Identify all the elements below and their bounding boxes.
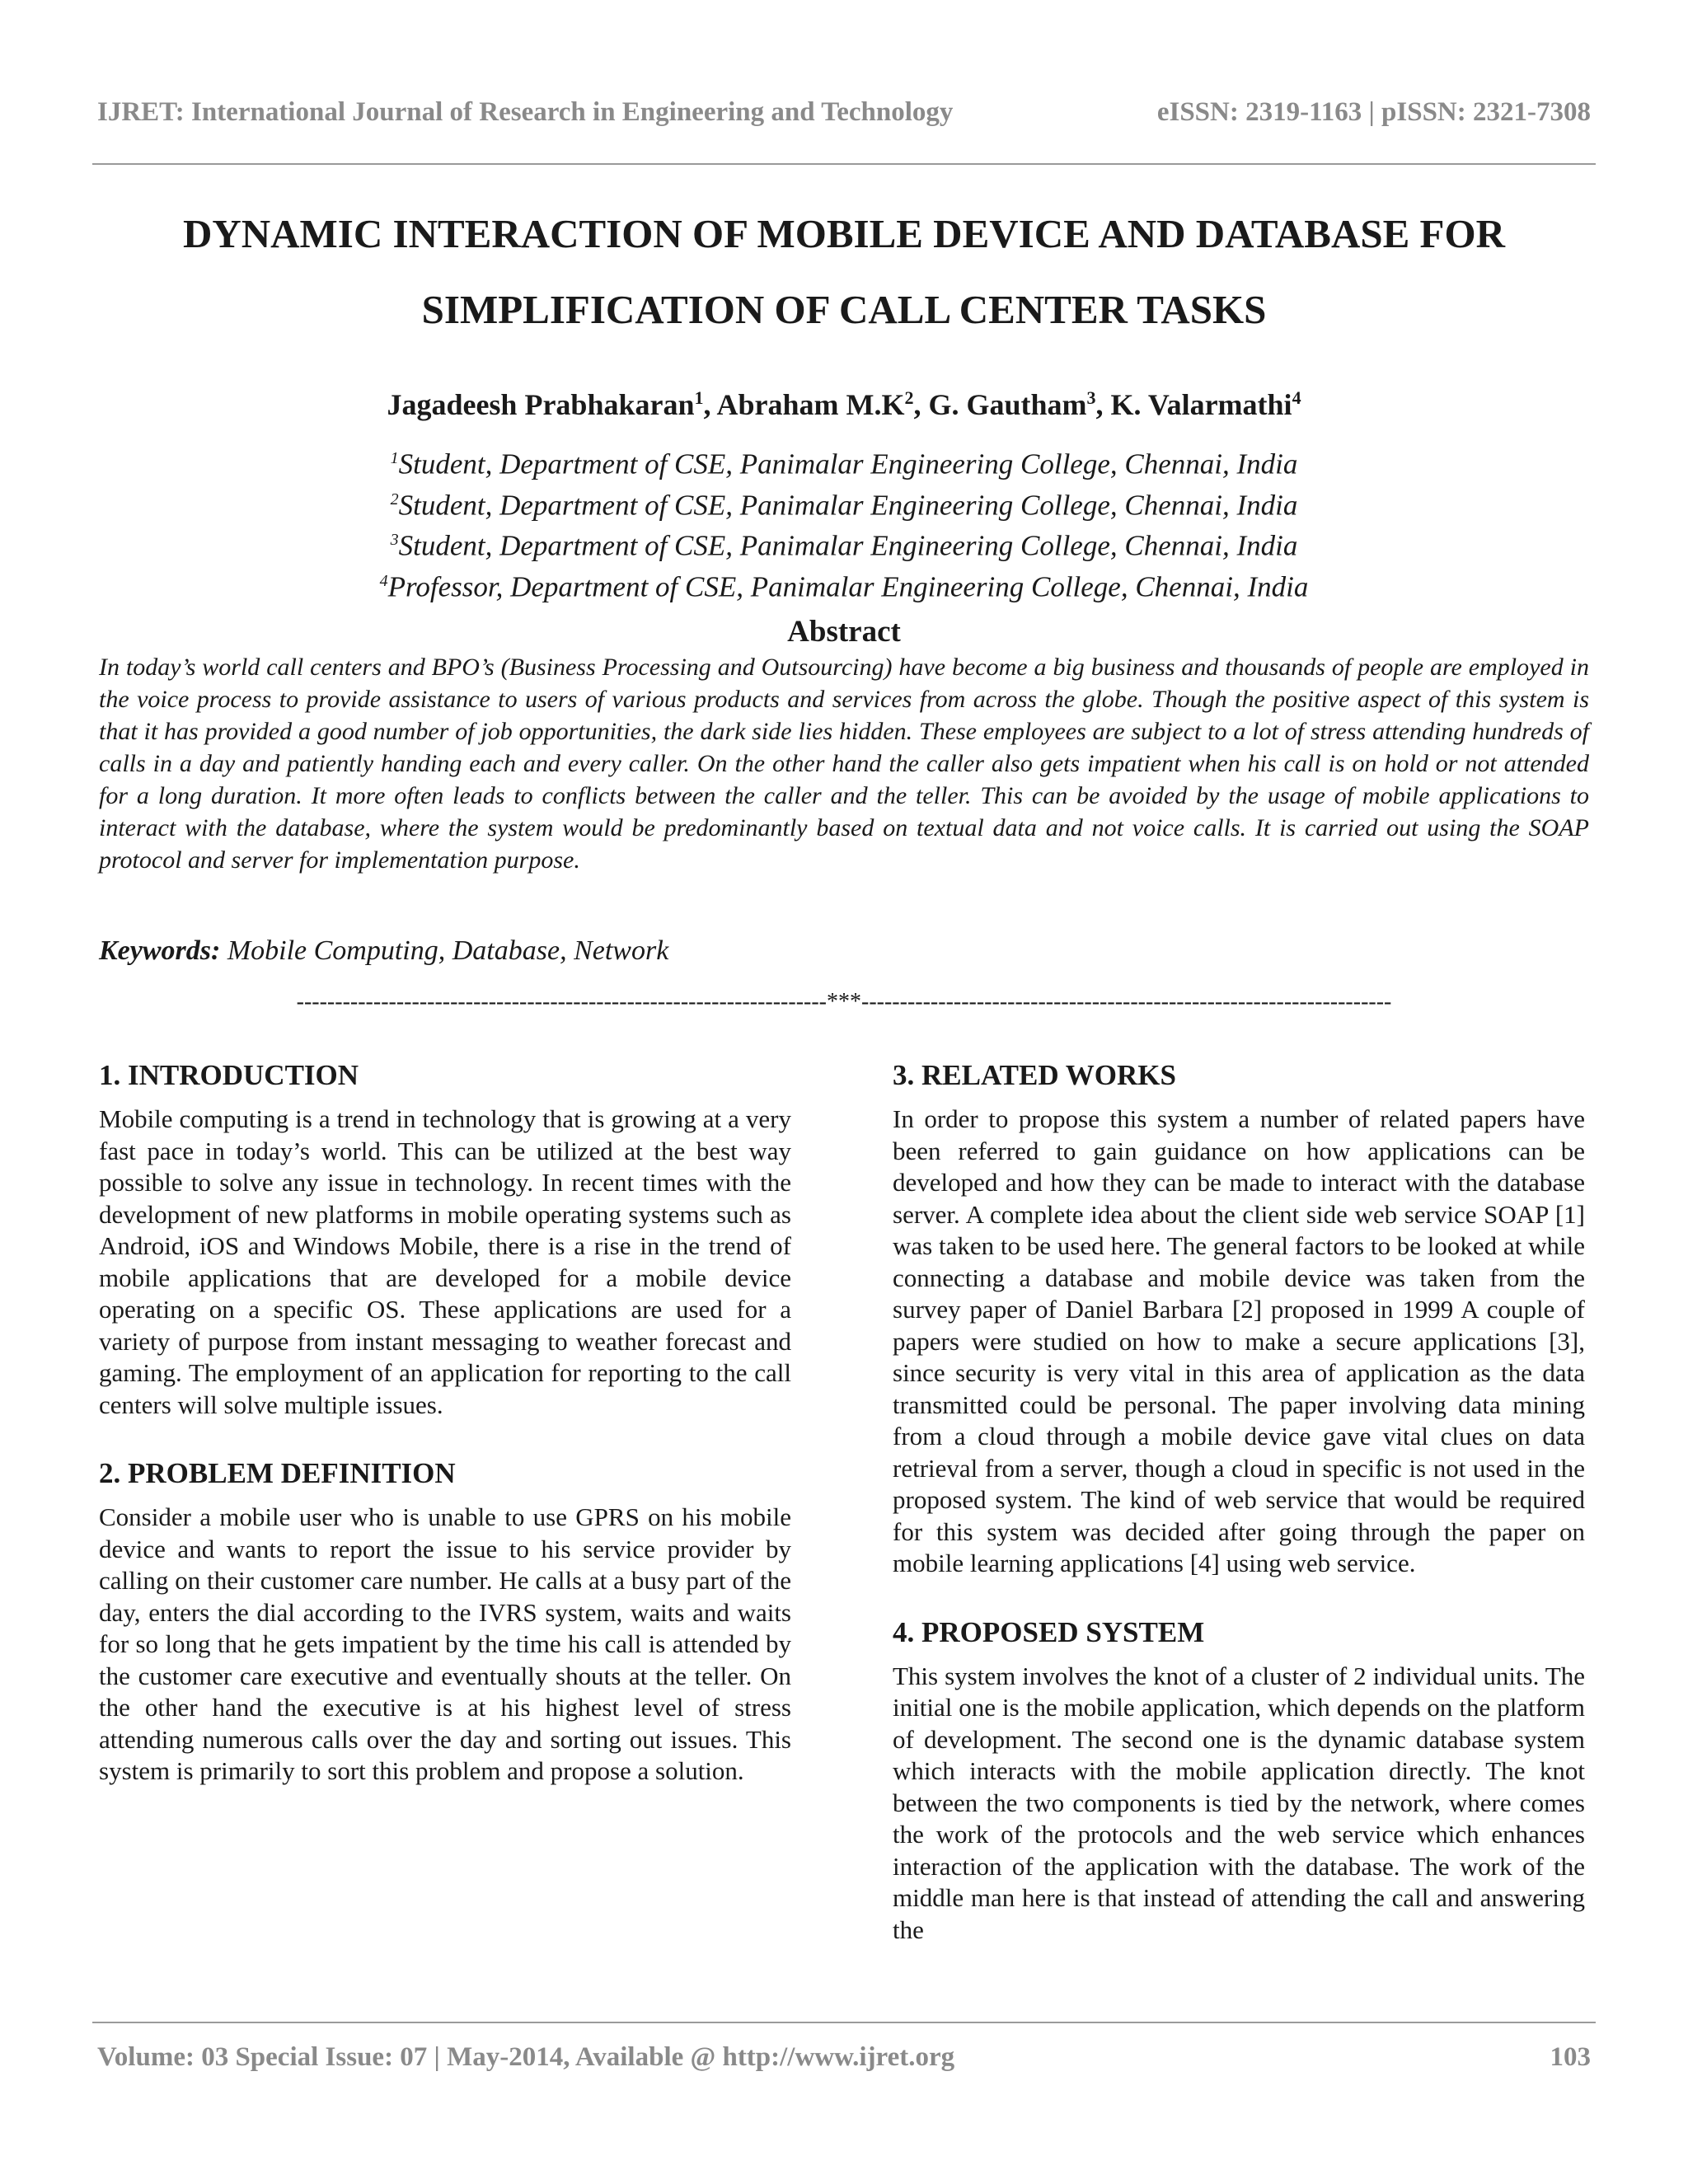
affiliation: [92, 441, 1596, 482]
section-body-introduction: Mobile computing is a trend in technology that is growing at a very fast pace in today’s world. This can be utilized at the best way possible to solve any issue in technology. In recent times with the development of new platforms in mobile operating systems such as Android, iOS and Windows Mobile, there is a rise in the trend of mobile applications that are developed for a mobile device operating on a specific OS. These applications are used for a variety of purpose from instant messaging to weather forecast and gaming. The employment of an application for reporting to the call centers will solve multiple issues.: [99, 1104, 791, 1419]
section-body-related: In order to propose this system a number of related papers have been referred to gain guidance on how applications can be developed and how they can be made to interact with the database server. A complete idea about the client side web service SOAP [1] was taken to be used here. The general factors to be looked at while connecting a database and mobile device was taken from the survey paper of Daniel Barbara [2] proposed in 1999 A couple of papers were studied on how to make a secure applications [3], since security is very vital in this area of application as the data transmitted could be personal. The paper involving data mining from a cloud through a mobile device gave vital clues on data retrieval from a server, though a cloud in specific is not used in the proposed system. The kind of web service that would be required for this system was decided after going through the paper on mobile learning applications [4] using web service.: [893, 1104, 1585, 1577]
keywords-label: Keywords:: [99, 935, 221, 966]
abstract-body: In today’s world call centers and BPO’s (Business Processing and Outsourcing) have become a big business and thousands of people are employed in the voice process to provide assistance to users of various products and services from across the globe. Though the positive aspect of this system is that it has provided a good number of job opportunities, the dark side lies hidden. These employees are subject to a lot of stress attending hundreds of calls in a day and patiently handing each and every caller. On the other hand the caller also gets impatient when his call is on hold or not attended for a long duration. It more often leads to conflicts between the caller and the teller. This can be avoided by the usage of mobile applications to interact with the database, where the system would be predominantly based on textual data and not voice calls. It is carried out using the SOAP protocol and server for implementation purpose.: [99, 654, 1589, 874]
section-heading-related: 3. RELATED WORKS: [893, 1059, 1176, 1091]
affiliation-sup: 2: [390, 490, 399, 509]
affiliation: [92, 564, 1596, 605]
section-separator: ---------------------------------------------------------------------***---------------------------------------------------------------------: [296, 989, 1392, 1015]
author-separator: ,: [703, 388, 717, 421]
author-name: K. Valarmathi: [1110, 388, 1292, 421]
footer-divider: [92, 2022, 1596, 2023]
section-heading-proposed: 4. PROPOSED SYSTEM: [893, 1615, 1205, 1648]
author-list: [92, 387, 1596, 422]
left-column: [99, 1059, 791, 1824]
keywords: [99, 935, 1589, 967]
footer-volume-info: Volume: 03 Special Issue: 07 | May-2014, Available @ http://www.ijret.org: [97, 2042, 955, 2072]
running-footer: [97, 2042, 1591, 2073]
author-separator: ,: [913, 388, 929, 421]
affiliation-list: [92, 441, 1596, 605]
page-number: 103: [1550, 2042, 1591, 2072]
affiliation-text: Professor, Department of CSE, Panimalar Engineering College, Chennai, India: [387, 570, 1309, 603]
section-heading-problem: 2. PROBLEM DEFINITION: [99, 1457, 456, 1489]
paper-title: [92, 196, 1596, 348]
affiliation-text: Student, Department of CSE, Panimalar Engineering College, Chennai, India: [398, 489, 1298, 522]
author-sup: 1: [694, 387, 704, 408]
abstract-heading: Abstract: [787, 615, 901, 649]
affiliation-sup: 4: [379, 571, 388, 590]
author-sup: 4: [1292, 387, 1301, 408]
author-name: Jagadeesh Prabhakaran: [387, 388, 695, 421]
issn: eISSN: 2319-1163 | pISSN: 2321-7308: [1156, 97, 1591, 127]
right-column: [893, 1059, 1585, 1982]
title-line-2: SIMPLIFICATION OF CALL CENTER TASKS: [421, 287, 1267, 332]
running-header: [97, 97, 1591, 128]
affiliation: [92, 523, 1596, 564]
affiliation-sup: 3: [390, 531, 399, 550]
author-separator: ,: [1095, 388, 1111, 421]
keywords-text: Mobile Computing, Database, Network: [220, 935, 669, 966]
author-sup: 3: [1086, 387, 1096, 408]
section-body-proposed: This system involves the knot of a cluster of 2 individual units. The initial one is the mobile application, which depends on the platform of development. The second one is the dynamic database system which interacts with the mobile application directly. The knot between the two components is tied by the network, where comes the work of the protocols and the web service which enhances interaction of the application with the database. The work of the middle man here is that instead of attending the call and answering the: [893, 1661, 1585, 1944]
section-body-problem: Consider a mobile user who is unable to use GPRS on his mobile device and wants to report the issue to his service provider by calling on their customer care number. He calls at a busy part of the day, enters the dial according to the IVRS system, waits and waits for so long that he gets impatient by the time his call is attended by the customer care executive and eventually shouts at the teller. On the other hand the executive is at his highest level of stress attending numerous calls over the day and sorting out issues. This system is primarily to sort this problem and propose a solution.: [99, 1502, 791, 1785]
affiliation-text: Student, Department of CSE, Panimalar Engineering College, Chennai, India: [398, 529, 1298, 562]
author-name: Abraham M.K: [716, 388, 905, 421]
author-sup: 2: [904, 387, 914, 408]
author-name: G. Gautham: [928, 388, 1087, 421]
title-line-1: DYNAMIC INTERACTION OF MOBILE DEVICE AND DATABASE FOR: [183, 211, 1505, 256]
header-divider: [92, 163, 1596, 165]
journal-name: IJRET: International Journal of Research in Engineering and Technology: [97, 97, 954, 127]
affiliation-sup: 1: [390, 449, 399, 467]
affiliation: [92, 482, 1596, 523]
section-heading-introduction: 1. INTRODUCTION: [99, 1059, 359, 1091]
affiliation-text: Student, Department of CSE, Panimalar Engineering College, Chennai, India: [398, 448, 1298, 480]
